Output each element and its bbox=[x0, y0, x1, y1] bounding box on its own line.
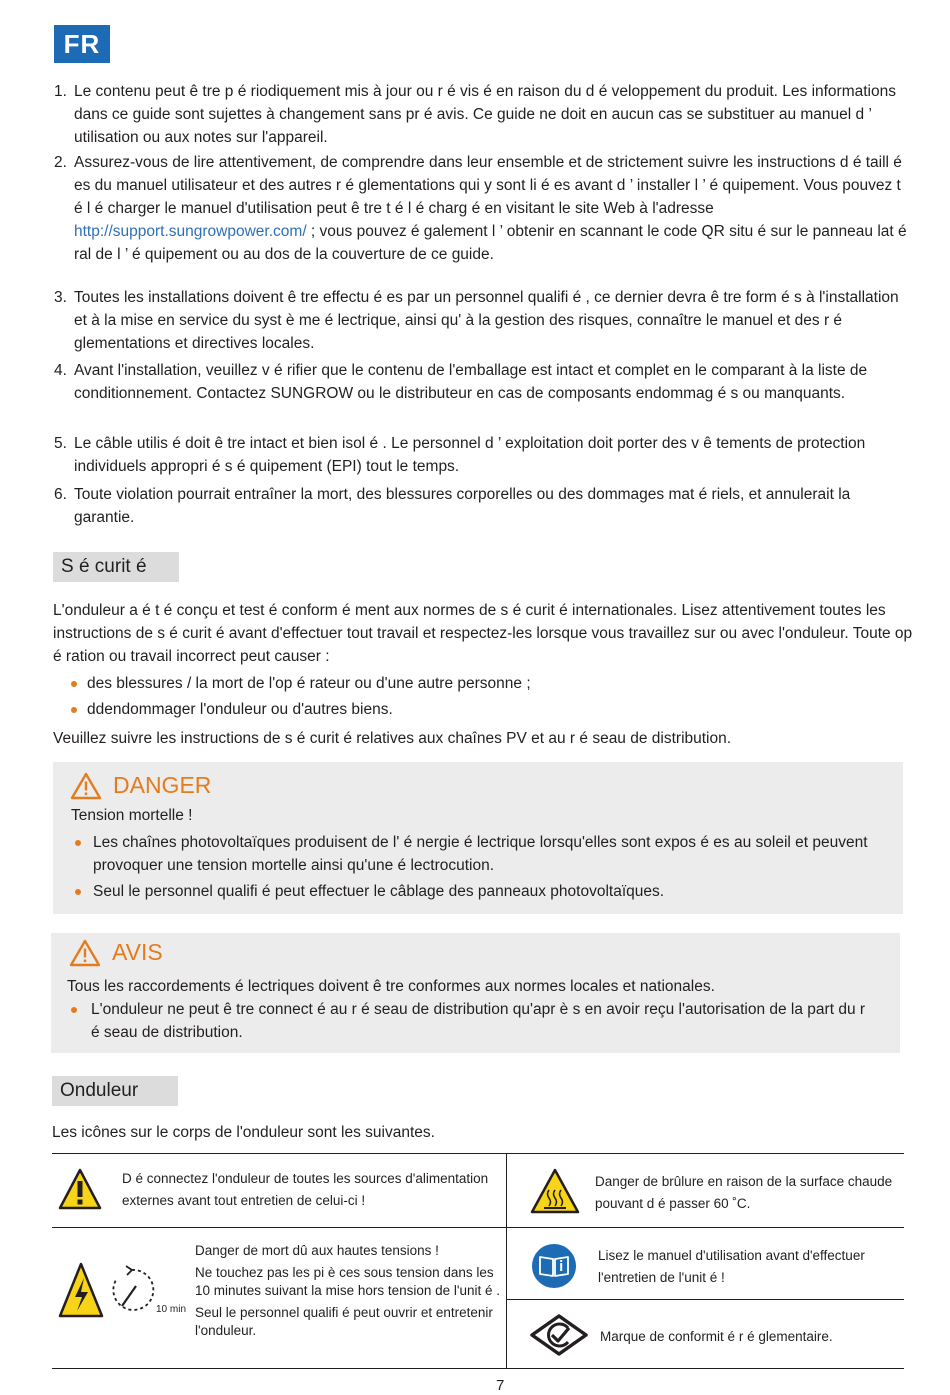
danger-title: DANGER bbox=[113, 772, 212, 798]
icon-description: Danger de brûlure en raison de la surface chaude pouvant d é passer 60 ˚C. bbox=[595, 1174, 893, 1211]
bullet-dot bbox=[71, 707, 77, 713]
support-link[interactable]: http://support.sungrowpower.com/ bbox=[74, 223, 307, 240]
bullet-item: des blessures / la mort de l'op é rateur ou d'une autre personne ; bbox=[71, 672, 891, 695]
notice-title: AVIS bbox=[112, 939, 163, 965]
hot-surface-icon bbox=[530, 1168, 580, 1214]
list-item: 3. Toutes les installations doivent ê tre effectu é es par un personnel qualifi é , ce dernier devra ê tre form é s à l'installation et à la mise en service du syst è me é lectrique, ainsi qu' à la gestion des risques, connaître le manuel et des r é glementations et directives locales. bbox=[54, 289, 899, 352]
bullet-item: ddendommager l'onduleur ou d'autres biens. bbox=[71, 698, 891, 721]
list-item: 4. Avant l'installation, veuillez v é rifier que le contenu de l'emballage est intact et complet en le comparant à la liste de conditionnement. Contactez SUNGROW ou le distributeur en cas de composants endommag é s ou manquants. bbox=[54, 362, 868, 402]
list-item: 5. Le câble utilis é doit ê tre intact et bien isol é . Le personnel d ’ exploitation doit porter des v ê tements de protection individuels appropri é s é quipement (EPI) tout le temps. bbox=[54, 435, 866, 475]
bullet-dot bbox=[71, 681, 77, 687]
icon-description: Marque de conformit é r é glementaire. bbox=[600, 1329, 833, 1344]
rcm-compliance-mark-icon bbox=[529, 1313, 589, 1357]
warning-icon bbox=[58, 1168, 102, 1210]
danger-box bbox=[53, 762, 903, 914]
page-number: 7 bbox=[496, 1377, 505, 1394]
timer-icon bbox=[108, 1262, 156, 1320]
bullet-dot bbox=[75, 840, 81, 846]
danger-subtitle: Tension mortelle ! bbox=[71, 807, 193, 824]
list-item: 6. Toute violation pourrait entraîner la mort, des blessures corporelles ou des dommages mat é riels, et annulerait la garantie. bbox=[54, 486, 851, 526]
table-border-bottom bbox=[52, 1368, 904, 1369]
table-border-top bbox=[52, 1153, 904, 1154]
bullet-dot bbox=[71, 1007, 77, 1013]
bullet-item: Seul le personnel qualifi é peut effectuer le câblage des panneaux photovoltaïques. bbox=[75, 880, 895, 903]
list-item: 2. Assurez-vous de lire attentivement, de comprendre dans leur ensemble et de strictement suivre les instructions d é taill é es du manuel utilisateur et des autres r é glementations qui y sont li é es avant d ’ installer l ’ é quipement. Vous pouvez t é l é charger le manuel d'utilisation peut ê tre t é l é charg é en visitant le site Web à l'adresse http://support.sungrowpower.com/ ; vous pouvez é galement l ’ obtenir en scannant le code QR situ é sur le panneau lat é ral de l ’ é quipement ou au dos de la couverture de ce guide. bbox=[54, 154, 907, 263]
list-item: 1. Le contenu peut ê tre p é riodiquement mis à jour ou r é vis é en raison du d é veloppement du produit. Les informations dans ce guide sont sujettes à changement sans pr é avis. Ce guide ne doit en aucun cas se substituer au manuel d ’ utilisation ou aux notes sur l'appareil. bbox=[54, 83, 896, 146]
bullet-item: Les chaînes photovoltaïques produisent de l' é nergie é lectrique lorsqu'elles sont expos é es au soleil et peuvent provoquer une tension mortelle ainsi qu'une é lectrocution. bbox=[75, 831, 895, 877]
icon-description: Lisez le manuel d'utilisation avant d'effectuer l'entretien de l'unit é ! bbox=[598, 1248, 865, 1285]
warning-icon bbox=[69, 939, 101, 967]
timer-label: 10 min bbox=[156, 1304, 187, 1315]
language-badge: FR bbox=[54, 25, 110, 63]
warning-icon bbox=[70, 772, 102, 800]
securite-intro: L'onduleur a é t é conçu et test é conform é ment aux normes de s é curit é internationales. Lisez attentivement toutes les instructions de s é curit é avant d'effectuer tout travail et respectez-les lorsque vous travaillez sur ou avec l'onduleur. Toute op é ration ou travail incorrect peut causer : bbox=[53, 602, 913, 665]
table-divider bbox=[52, 1227, 904, 1228]
read-manual-icon bbox=[531, 1243, 577, 1289]
securite-outro: Veuillez suivre les instructions de s é curit é relatives aux chaînes PV et au r é seau de distribution. bbox=[53, 730, 732, 747]
high-voltage-icon bbox=[58, 1262, 104, 1318]
section-title-onduleur: Onduleur bbox=[52, 1076, 178, 1106]
notice-subtitle: Tous les raccordements é lectriques doivent ê tre conformes aux normes locales et nationales. bbox=[67, 978, 715, 995]
section-title-securite: S é curit é bbox=[53, 552, 179, 582]
bullet-dot bbox=[75, 889, 81, 895]
bullet-item: L'onduleur ne peut ê tre connect é au r é seau de distribution qu'apr è s en avoir reçu l'autorisation de la part du r é seau de distribution. bbox=[71, 998, 871, 1044]
icon-description: D é connectez l'onduleur de toutes les sources d'alimentation externes avant tout entretien de celui-ci ! bbox=[122, 1171, 489, 1208]
onduleur-intro: Les icônes sur le corps de l'onduleur sont les suivantes. bbox=[52, 1124, 435, 1141]
icon-description: Danger de mort dû aux hautes tensions ! Ne touchez pas les pi è ces sous tension dans les 10 minutes suivant la mise hors tension de l'unit é . Seul le personnel qualifi é peut ouvrir et entretenir l'onduleur. bbox=[195, 1243, 500, 1338]
table-divider bbox=[507, 1299, 904, 1300]
notice-box bbox=[51, 933, 900, 1053]
